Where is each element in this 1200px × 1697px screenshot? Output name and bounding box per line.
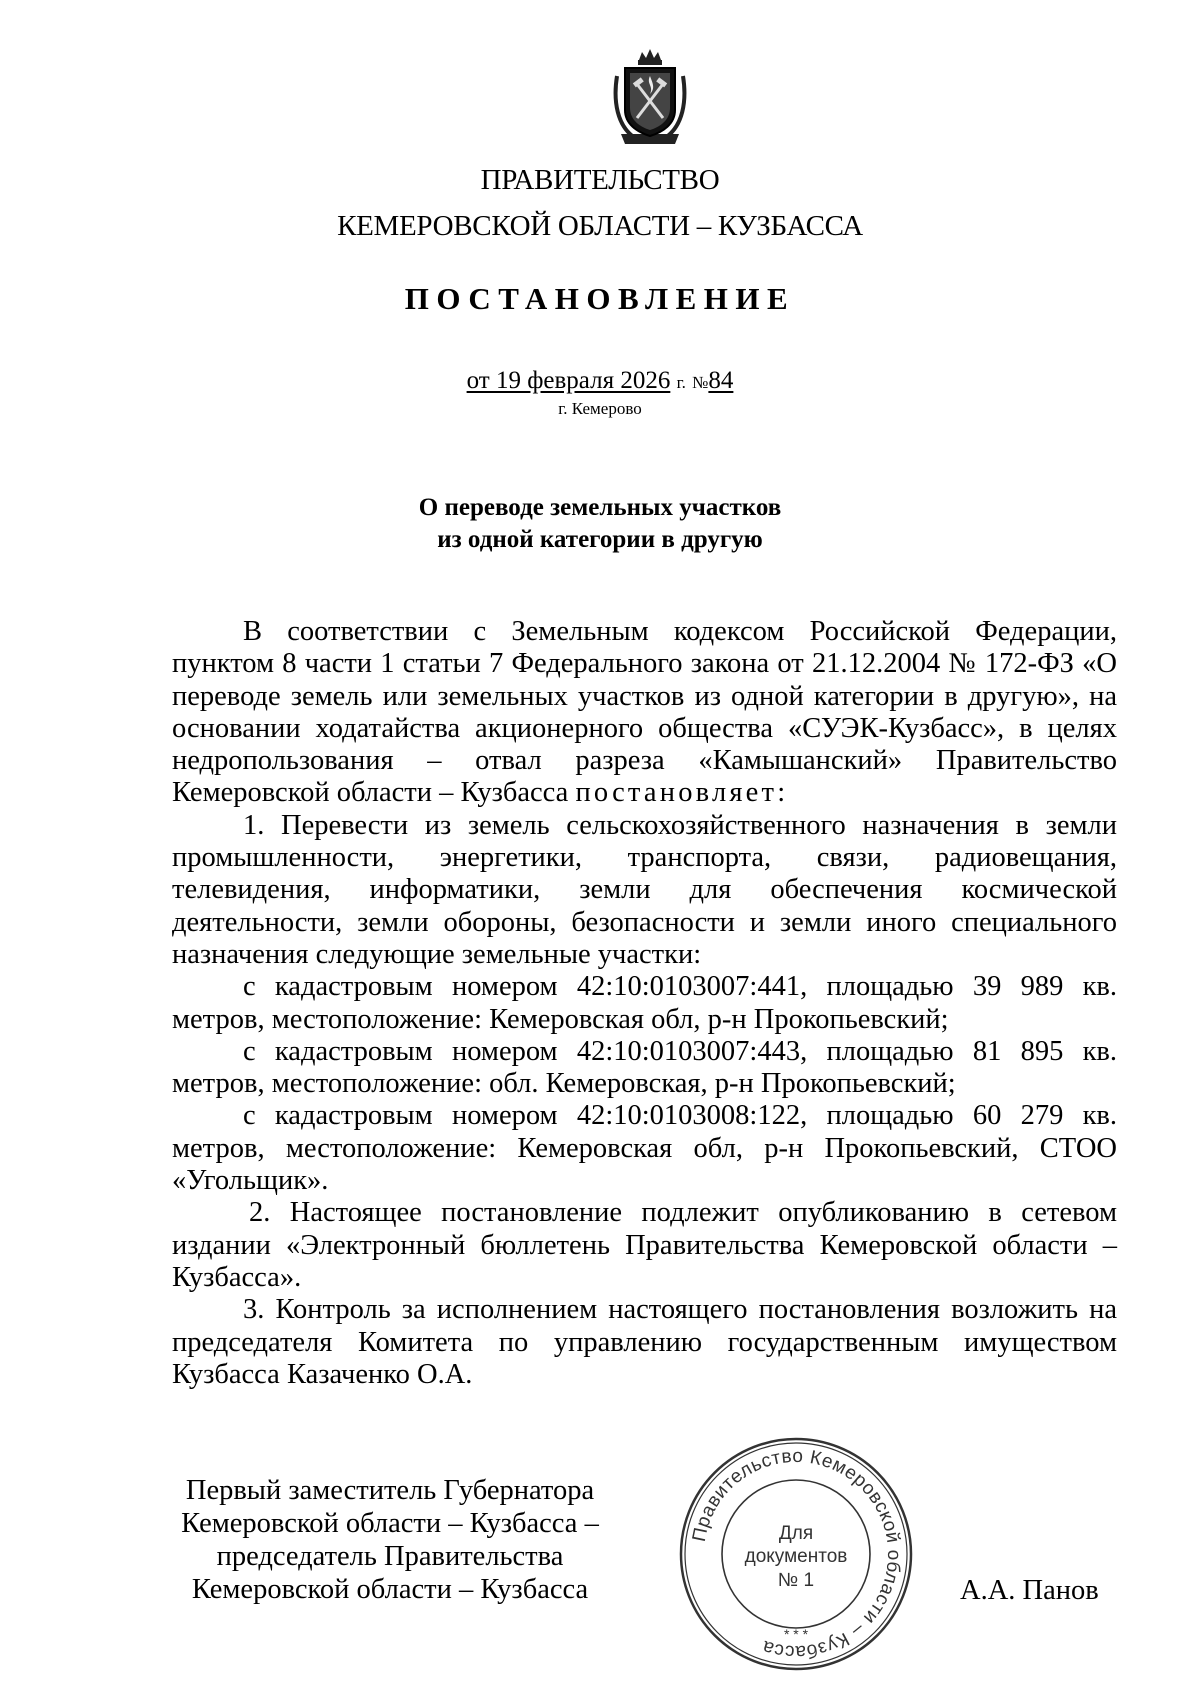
preamble-text: В соответствии с Земельным кодексом Российской Федерации, пунктом 8 части 1 статьи 7 Федерального закона от 21.12.2004 № 172-ФЗ «О переводе земель или земельных участков из одной категории в другую», на основании ходатайства акционерного общества «СУЭК-Кузбасс», в целях недропользования – отвал разреза «Камышанский» Правительство Кемеровской области – Кузбасса: [172, 616, 1117, 809]
preamble-paragraph: [172, 616, 1117, 810]
coat-of-arms-emblem: [611, 46, 689, 148]
decree-colon: :: [777, 777, 786, 809]
seal-center-line1: Для: [778, 1523, 814, 1544]
item-3-paragraph: 3. Контроль за исполнением настоящего постановления возложить на председателя Комитета по управлению государственным имуществом Кузбасса Казаченко О.А.: [172, 1294, 1117, 1390]
document-date: от 19 февраля 2026: [466, 367, 671, 394]
official-seal-stamp: [676, 1434, 916, 1674]
number-sign: №: [692, 373, 709, 392]
year-suffix: г.: [676, 373, 686, 392]
org-name-line2: КЕМЕРОВСКОЙ ОБЛАСТИ – КУЗБАССА: [337, 210, 863, 242]
decree-word: постановляет: [575, 777, 778, 809]
seal-stars: * * *: [783, 1626, 809, 1642]
item-1-paragraph: 1. Перевести из земель сельскохозяйственного назначения в земли промышленности, энергетики, транспорта, связи, радиовещания, телевидения, информатики, земли для обеспечения космической деятельности, земли обороны, безопасности и земли иного специального назначения следующие земельные участки:: [172, 809, 1117, 970]
subject-line2: из одной категории в другую: [437, 526, 763, 553]
signer-position-line2: Кемеровской области – Кузбасса –: [181, 1508, 599, 1539]
org-name-line1: ПРАВИТЕЛЬСТВО: [480, 164, 720, 196]
document-number: 84: [708, 367, 734, 394]
document-type-title: ПОСТАНОВЛЕНИЕ: [404, 281, 796, 316]
plot-item: с кадастровым номером 42:10:0103008:122, площадью 60 279 кв. метров, местоположение: Кемеровская обл, р-н Прокопьевский, СТОО «Угольщик».: [172, 1100, 1117, 1197]
document-city: г. Кемерово: [558, 399, 642, 418]
plot-item: с кадастровым номером 42:10:0103007:443, площадью 81 895 кв. метров, местоположение: обл. Кемеровская, р-н Прокопьевский;: [172, 1035, 1117, 1100]
seal-center-line3: № 1: [777, 1570, 815, 1591]
subject-line1: О переводе земельных участков: [418, 494, 782, 521]
signer-position-line4: Кемеровской области – Кузбасса: [191, 1574, 589, 1605]
signer-position-line3: председатель Правительства: [216, 1541, 564, 1572]
document-subject: [0, 492, 1200, 556]
document-body: [172, 616, 1117, 1391]
seal-center-line2: документов: [744, 1546, 848, 1567]
signer-name: А.А. Панов: [960, 1575, 1099, 1606]
date-number-line: [0, 366, 1200, 398]
signer-position-line1: Первый заместитель Губернатора: [185, 1475, 595, 1506]
plot-item: с кадастровым номером 42:10:0103007:441, площадью 39 989 кв. метров, местоположение: Кемеровская обл, р-н Прокопьевский;: [172, 971, 1117, 1035]
seal-ring-text: Правительство Кемеровской области – Кузбасса: [688, 1445, 905, 1663]
signer-position: [150, 1474, 630, 1606]
item-2-paragraph: 2. Настоящее постановление подлежит опубликованию в сетевом издании «Электронный бюллетень Правительства Кемеровской области – Кузбасса».: [172, 1197, 1117, 1293]
